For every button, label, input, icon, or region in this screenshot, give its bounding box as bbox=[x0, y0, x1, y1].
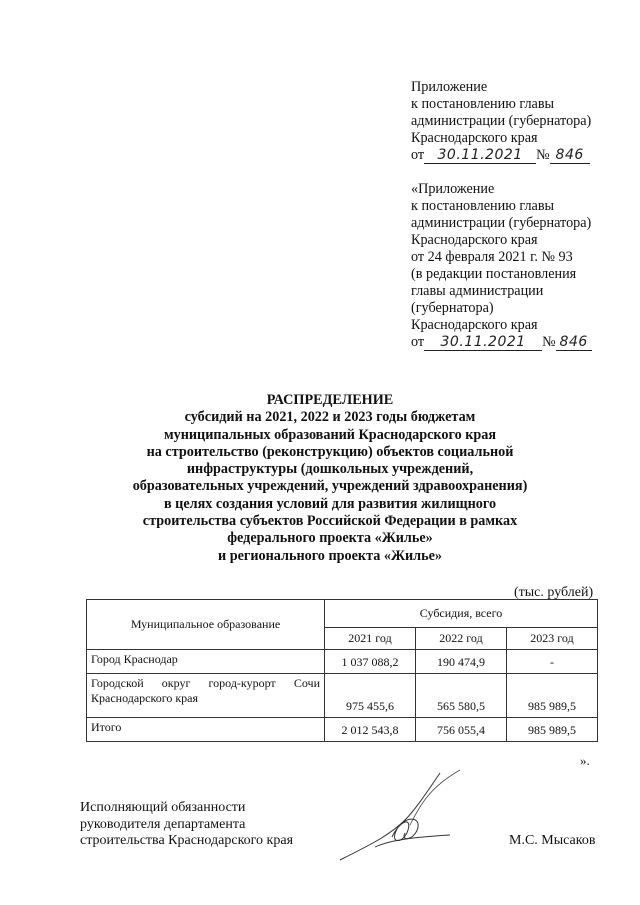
appendix-line: Краснодарского края bbox=[411, 317, 538, 333]
table-row-total bbox=[87, 718, 598, 742]
appendix-line: (в редакции постановления bbox=[411, 266, 577, 282]
value-2023: 985 989,5 bbox=[507, 674, 598, 718]
handwritten-date: 30.11.2021 bbox=[424, 335, 542, 351]
signatory-title bbox=[80, 800, 293, 850]
signatory-line: Исполняющий обязанности bbox=[80, 800, 246, 815]
handwritten-number: 846 bbox=[550, 148, 590, 164]
title-line: и регионального проекта «Жилье» bbox=[217, 547, 443, 564]
column-header-municipality: Муниципальное образование bbox=[87, 600, 325, 650]
appendix-line: «Приложение bbox=[411, 181, 495, 197]
signatory-line: строительства Краснодарского края bbox=[80, 833, 294, 848]
appendix-date-line bbox=[411, 147, 591, 164]
title-line: на строительство (реконструкцию) объектов социальной bbox=[146, 443, 514, 460]
appendix-line: к постановлению главы bbox=[411, 96, 555, 112]
column-header-subsidy: Субсидия, всего bbox=[325, 600, 598, 628]
title-heading: РАСПРЕДЕЛЕНИЕ bbox=[266, 392, 394, 408]
total-2023: 985 989,5 bbox=[507, 718, 598, 742]
column-header-year: 2023 год bbox=[507, 628, 598, 650]
number-label: № bbox=[536, 147, 550, 163]
title-line: инфраструктуры (дошкольных учреждений, bbox=[186, 461, 474, 478]
total-label: Итого bbox=[87, 718, 325, 742]
number-label: № bbox=[542, 334, 556, 350]
appendix-line: Приложение bbox=[411, 79, 488, 95]
appendix-line: от 24 февраля 2021 г. № 93 bbox=[411, 249, 573, 265]
table-row bbox=[87, 674, 598, 718]
appendix-date-line bbox=[411, 334, 592, 351]
appendix-line: администрации (губернатора) bbox=[411, 113, 592, 129]
handwritten-date: 30.11.2021 bbox=[424, 148, 536, 164]
municipality-name: Город Краснодар bbox=[87, 650, 325, 674]
table-row bbox=[87, 650, 598, 674]
value-2021: 1 037 088,2 bbox=[325, 650, 416, 674]
signatory-name: М.С. Мысаков bbox=[509, 833, 596, 848]
appendix-line: Краснодарского края bbox=[411, 130, 538, 146]
closing-quote: ». bbox=[580, 753, 590, 768]
appendix-header-1 bbox=[411, 79, 591, 164]
municipality-name-line: Городской округ город-курорт Сочи bbox=[91, 676, 320, 690]
from-label: от bbox=[411, 147, 425, 163]
appendix-line: к постановлению главы bbox=[411, 198, 555, 214]
municipality-name-line: Краснодарского края bbox=[91, 691, 199, 705]
value-2022: 565 580,5 bbox=[416, 674, 507, 718]
total-2022: 756 055,4 bbox=[416, 718, 507, 742]
title-line: образовательных учреждений, учреждений здравоохранения) bbox=[132, 478, 528, 495]
appendix-header-2 bbox=[411, 181, 592, 351]
table-header-row bbox=[87, 600, 598, 628]
column-header-year: 2021 год bbox=[325, 628, 416, 650]
units-label: (тыс. рублей) bbox=[514, 585, 594, 600]
total-2021: 2 012 543,8 bbox=[325, 718, 416, 742]
signatory-line: руководителя департамента bbox=[80, 816, 246, 832]
column-header-year: 2022 год bbox=[416, 628, 507, 650]
handwritten-signature bbox=[330, 765, 490, 870]
title-line: строительства субъектов Российской Федерации в рамках bbox=[142, 513, 518, 530]
value-2023: - bbox=[507, 650, 598, 674]
appendix-line: администрации (губернатора) bbox=[411, 215, 592, 231]
subsidy-table bbox=[86, 599, 598, 742]
from-label: от bbox=[411, 334, 425, 350]
title-line: в целях создания условий для развития жилищного bbox=[163, 495, 497, 512]
title-line: федерального проекта «Жилье» bbox=[227, 530, 433, 547]
title-line: субсидий на 2021, 2022 и 2023 годы бюджетам bbox=[184, 409, 476, 426]
handwritten-number: 846 bbox=[556, 335, 592, 351]
title-line: муниципальных образований Краснодарского края bbox=[163, 426, 497, 443]
value-2022: 190 474,9 bbox=[416, 650, 507, 674]
value-2021: 975 455,6 bbox=[325, 674, 416, 718]
appendix-line: главы администрации bbox=[411, 283, 544, 299]
municipality-name bbox=[87, 674, 325, 718]
appendix-line: Краснодарского края bbox=[411, 232, 538, 248]
document-title bbox=[80, 392, 580, 565]
appendix-line: (губернатора) bbox=[411, 300, 494, 316]
